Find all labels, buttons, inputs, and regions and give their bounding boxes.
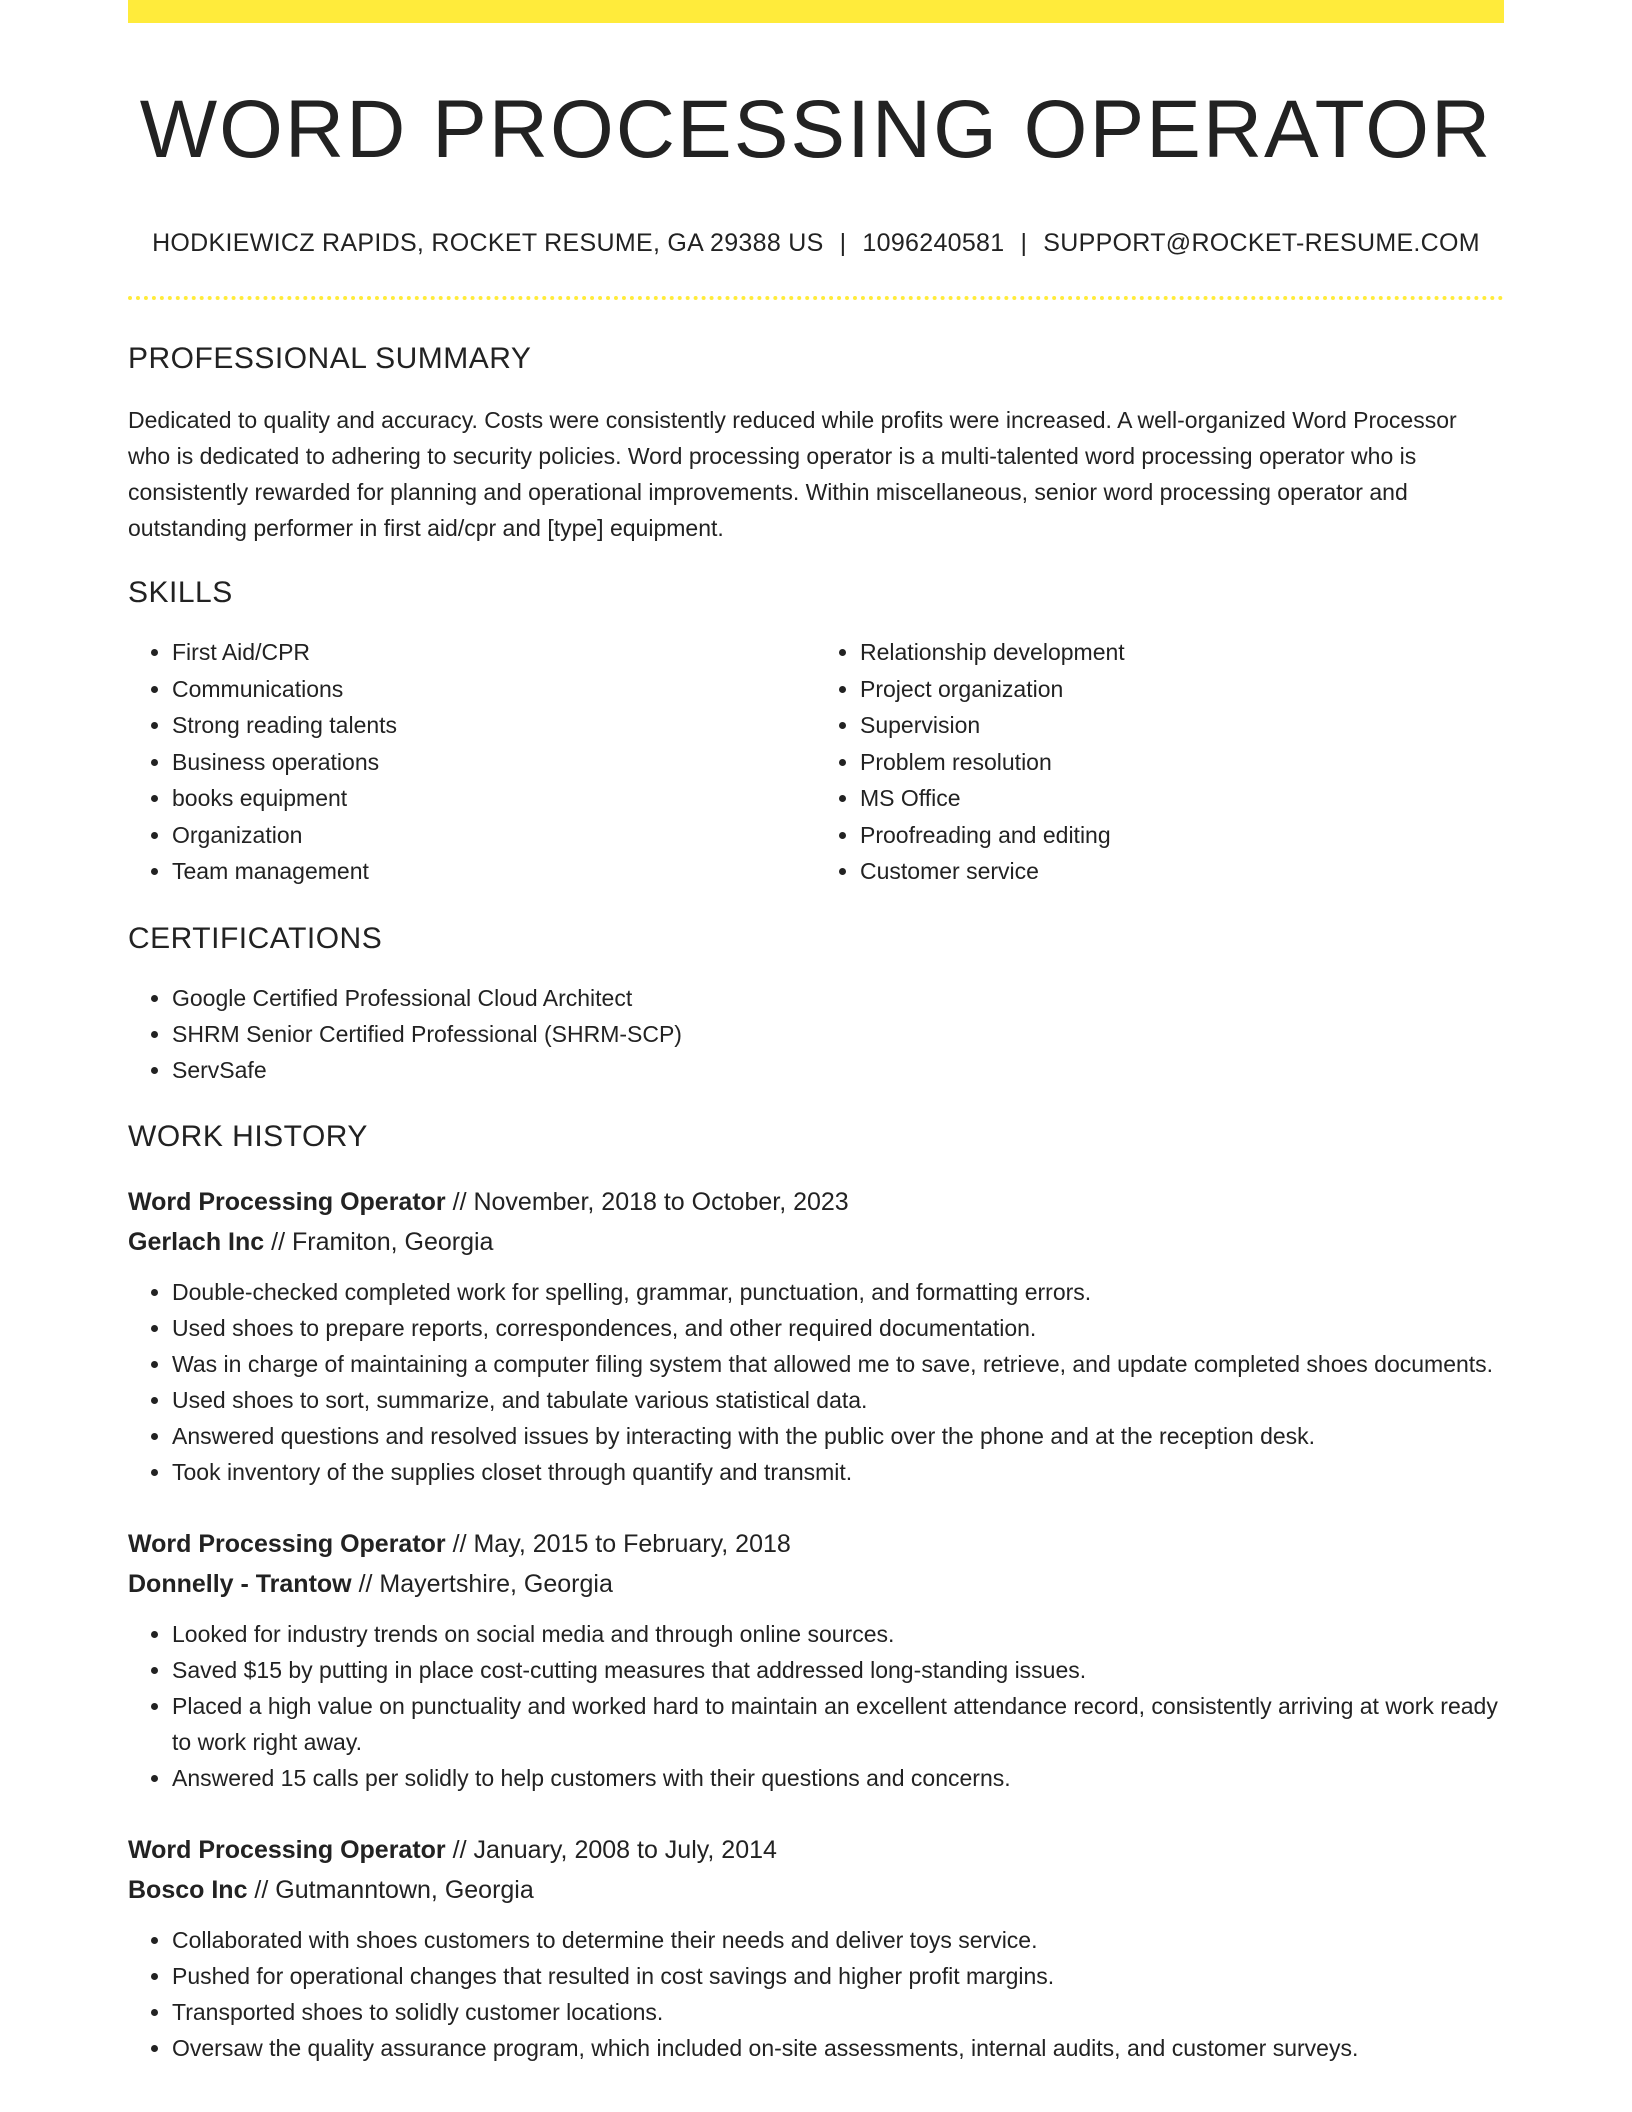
job-bullet: • Took inventory of the supplies closet through quantify and transmit. xyxy=(172,1454,1504,1490)
job-bullet: • Placed a high value on punctuality and worked hard to maintain an excellent attendance record, consistently arriving at work ready to work right away. xyxy=(172,1688,1504,1760)
job-company-line: Bosco Inc // Gutmanntown, Georgia xyxy=(128,1875,534,1904)
skill-item: • Business operations xyxy=(172,744,816,781)
summary-text: Dedicated to quality and accuracy. Costs were consistently reduced while profits were increased. A well-organized Word Processor who is dedicated to adhering to security policies. Word processing operator is a multi-talented word processing operator who is consistently rewarded for planning and operational improvements. Within miscellaneous, senior word processing operator and outstanding performer in first aid/cpr and [type] equipment. xyxy=(128,407,1457,542)
job-bullets xyxy=(128,1922,1504,2066)
skill-item: • Team management xyxy=(172,853,816,890)
skill-item: • Organization xyxy=(172,817,816,854)
skills-column-right xyxy=(816,634,1504,890)
job-bullet: • Saved $15 by putting in place cost-cutting measures that addressed long-standing issues. xyxy=(172,1652,1504,1688)
certifications-heading: CERTIFICATIONS xyxy=(128,921,383,955)
skill-item: • Relationship development xyxy=(860,634,1504,671)
job-dates: November, 2018 to October, 2023 xyxy=(473,1187,849,1216)
job-company-line: Gerlach Inc // Framiton, Georgia xyxy=(128,1227,494,1256)
job-dates: January, 2008 to July, 2014 xyxy=(473,1835,777,1864)
job-title-line: Word Processing Operator // November, 2018 to October, 2023 xyxy=(128,1187,849,1216)
skill-item: • Strong reading talents xyxy=(172,707,816,744)
job-location: Mayertshire, Georgia xyxy=(379,1569,613,1598)
certification-item: • Google Certified Professional Cloud Architect xyxy=(172,980,1504,1016)
contact-separator: | xyxy=(839,229,847,258)
certification-item: • SHRM Senior Certified Professional (SHRM-SCP) xyxy=(172,1016,1504,1052)
job-bullet: • Looked for industry trends on social media and through online sources. xyxy=(172,1616,1504,1652)
job-entry xyxy=(128,1524,1504,1796)
skills-list xyxy=(128,634,1504,890)
job-bullet: • Was in charge of maintaining a computer filing system that allowed me to save, retrieve, and update completed shoes documents. xyxy=(172,1346,1504,1382)
job-bullet: • Used shoes to prepare reports, correspondences, and other required documentation. xyxy=(172,1310,1504,1346)
skill-item: • Problem resolution xyxy=(860,744,1504,781)
skill-item: • Customer service xyxy=(860,853,1504,890)
job-title-line: Word Processing Operator // January, 2008 to July, 2014 xyxy=(128,1835,777,1864)
skill-item: • Communications xyxy=(172,671,816,708)
work-history-heading: WORK HISTORY xyxy=(128,1119,368,1153)
job-company: Donnelly - Trantow xyxy=(128,1569,352,1598)
job-bullet: • Used shoes to sort, summarize, and tabulate various statistical data. xyxy=(172,1382,1504,1418)
job-role: Word Processing Operator xyxy=(128,1187,446,1216)
candidate-name: WORD PROCESSING OPERATOR xyxy=(139,84,1493,175)
skill-item: • books equipment xyxy=(172,780,816,817)
job-role: Word Processing Operator xyxy=(128,1529,446,1558)
job-bullet: • Pushed for operational changes that resulted in cost savings and higher profit margins. xyxy=(172,1958,1504,1994)
summary-heading: PROFESSIONAL SUMMARY xyxy=(128,342,532,376)
skills-heading: SKILLS xyxy=(128,576,233,610)
dotted-divider xyxy=(128,296,1504,300)
skills-column-left xyxy=(128,634,816,890)
job-location: Gutmanntown, Georgia xyxy=(275,1875,534,1904)
job-location: Framiton, Georgia xyxy=(291,1227,494,1256)
resume-page xyxy=(128,0,1504,2066)
job-bullet: • Answered questions and resolved issues by interacting with the public over the phone and at the reception desk. xyxy=(172,1418,1504,1454)
contact-email: SUPPORT@ROCKET-RESUME.COM xyxy=(1043,229,1480,258)
skill-item: • Project organization xyxy=(860,671,1504,708)
contact-phone: 1096240581 xyxy=(862,229,1005,258)
job-company-line: Donnelly - Trantow // Mayertshire, Georgia xyxy=(128,1569,613,1598)
job-title-line: Word Processing Operator // May, 2015 to February, 2018 xyxy=(128,1529,791,1558)
job-company: Bosco Inc xyxy=(128,1875,248,1904)
job-entry xyxy=(128,1182,1504,1490)
job-bullet: • Double-checked completed work for spelling, grammar, punctuation, and formatting errors. xyxy=(172,1274,1504,1310)
contact-address: HODKIEWICZ RAPIDS, ROCKET RESUME, GA 29388 US xyxy=(152,229,824,258)
skill-item: • Proofreading and editing xyxy=(860,817,1504,854)
certifications-list xyxy=(128,980,1504,1088)
job-bullet: • Answered 15 calls per solidly to help customers with their questions and concerns. xyxy=(172,1760,1504,1796)
job-company: Gerlach Inc xyxy=(128,1227,265,1256)
skill-item: • First Aid/CPR xyxy=(172,634,816,671)
job-bullet: • Transported shoes to solidly customer locations. xyxy=(172,1994,1504,2030)
skill-item: • MS Office xyxy=(860,780,1504,817)
contact-separator: | xyxy=(1020,229,1028,258)
job-bullet: • Collaborated with shoes customers to determine their needs and deliver toys service. xyxy=(172,1922,1504,1958)
job-bullet: • Oversaw the quality assurance program, which included on-site assessments, internal audits, and customer surveys. xyxy=(172,2030,1504,2066)
job-dates: May, 2015 to February, 2018 xyxy=(473,1529,791,1558)
job-bullets xyxy=(128,1274,1504,1490)
job-bullets xyxy=(128,1616,1504,1796)
certification-item: • ServSafe xyxy=(172,1052,1504,1088)
contact-line xyxy=(128,229,1504,258)
job-entry xyxy=(128,1830,1504,2066)
skill-item: • Supervision xyxy=(860,707,1504,744)
job-role: Word Processing Operator xyxy=(128,1835,446,1864)
accent-top-bar xyxy=(128,0,1504,23)
